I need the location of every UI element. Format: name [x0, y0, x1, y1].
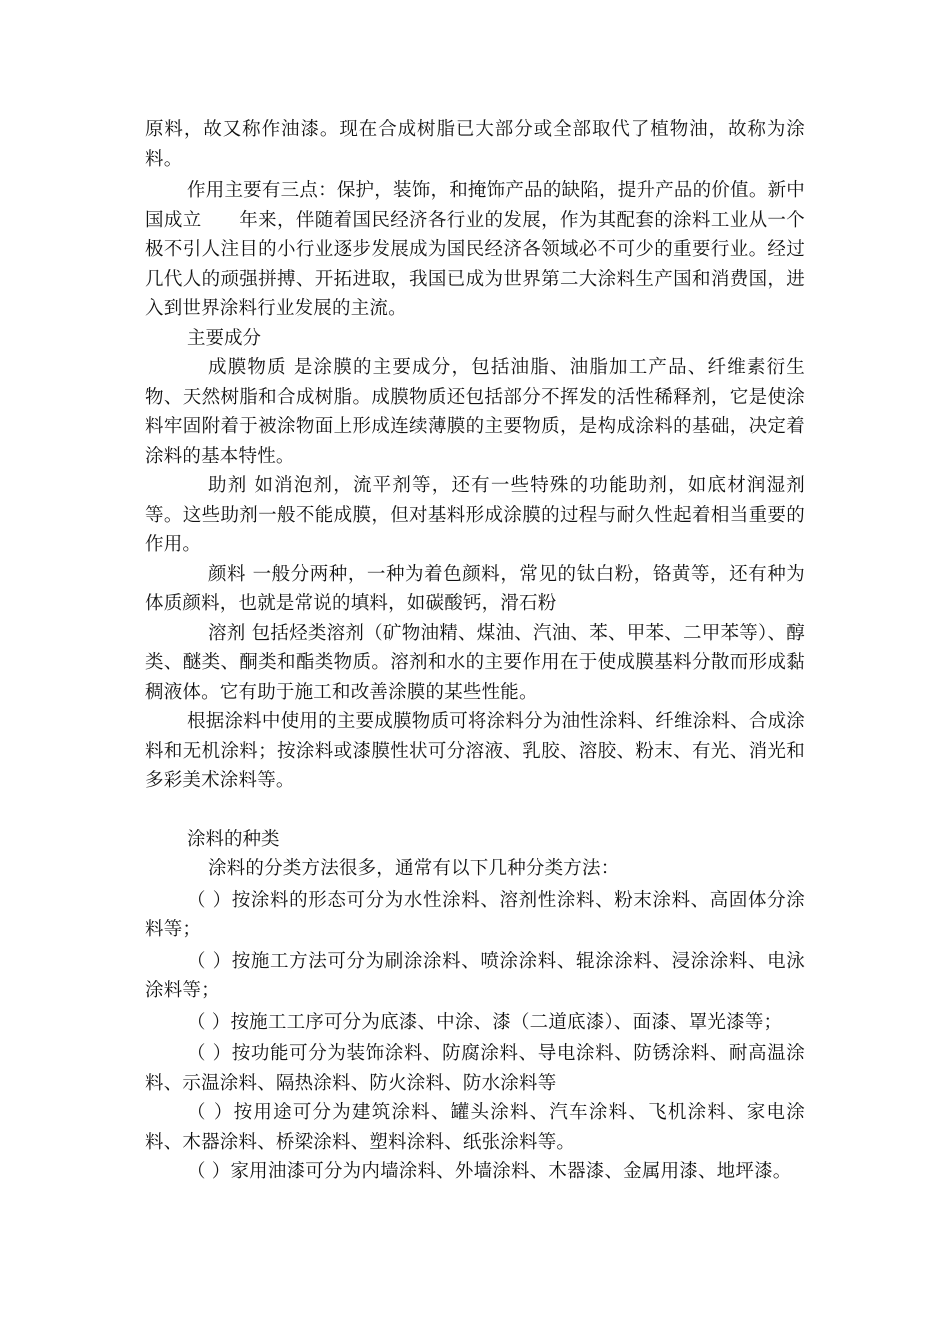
paragraph-pigments: 颜料 一般分两种，一种为着色颜料，常见的钛白粉，铬黄等，还有种为体质颜料，也就是常说的填料，如碳酸钙，滑石粉 [145, 563, 805, 614]
paragraph-classification-intro: 涂料的分类方法很多，通常有以下几种分类方法： [208, 858, 620, 879]
paragraph-solvents: 溶剂 包括烃类溶剂（矿物油精、煤油、汽油、苯、甲苯、二甲苯等）、醇类、醚类、酮类和酯类物质。溶剂和水的主要作用在于使成膜基料分散而形成黏稠液体。它有助于施工和改善涂膜的某些性能。 [145, 622, 805, 703]
list-item-by-application: （ ）按施工方法可分为刷涂涂料、喷涂涂料、辊涂涂料、浸涂涂料、电泳涂料等； [145, 950, 805, 1001]
heading-main-components: 主要成分 [187, 327, 262, 349]
blank-line [145, 796, 805, 825]
list-item-household: （ ）家用油漆可分为内墙涂料、外墙涂料、木器漆、金属用漆、地坪漆。 [187, 1161, 792, 1182]
paragraph-additives: 助剂 如消泡剂，流平剂等，还有一些特殊的功能助剂，如底材润湿剂等。这些助剂一般不能成膜，但对基料形成涂膜的过程与耐久性起着相当重要的作用。 [145, 475, 805, 555]
list-item-by-function: （ ）按功能可分为装饰涂料、防腐涂料、导电涂料、防锈涂料、耐高温涂料、示温涂料、隔热涂料、防火涂料、防水涂料等 [145, 1043, 805, 1094]
document-page [145, 115, 805, 1187]
paragraph-classification-basis: 根据涂料中使用的主要成膜物质可将涂料分为油性涂料、纤维涂料、合成涂料和无机涂料；按涂料或漆膜性状可分溶液、乳胶、溶胶、粉末、有光、消光和多彩美术涂料等。 [145, 711, 805, 791]
list-item-by-process: （ ）按施工工序可分为底漆、中涂、漆（二道底漆）、面漆、罩光漆等； [187, 1011, 783, 1033]
paragraph-intro-continued: 原料，故又称作油漆。现在合成树脂已大部分或全部取代了植物油，故称为涂料。 [145, 119, 805, 170]
paragraph-film-forming: 成膜物质 是涂膜的主要成分，包括油脂、油脂加工产品、纤维素衍生物、天然树脂和合成树脂。成膜物质还包括部分不挥发的活性稀释剂，它是使涂料牢固附着于被涂物面上形成连续薄膜的主要物质，是构成涂料的基础，决定着涂料的基本特性。 [145, 357, 805, 467]
paragraph-functions: 作用主要有三点：保护，装饰，和掩饰产品的缺陷，提升产品的价值。新中国成立 年来，伴随着国民经济各行业的发展，作为其配套的涂料工业从一个极不引人注目的小行业逐步发展成为国民经济各领域必不可少的重要行业。经过几代人的顽强拼搏、开拓进取，我国已成为世界第二大涂料生产国和消费国，进入到世界涂料行业发展的主流。 [145, 180, 805, 319]
list-item-by-use: （ ）按用途可分为建筑涂料、罐头涂料、汽车涂料、飞机涂料、家电涂料、木器涂料、桥梁涂料、塑料涂料、纸张涂料等。 [145, 1102, 805, 1153]
heading-coating-types: 涂料的种类 [187, 828, 280, 850]
list-item-by-form: （ ）按涂料的形态可分为水性涂料、溶剂性涂料、粉末涂料、高固体分涂料等； [145, 889, 805, 940]
